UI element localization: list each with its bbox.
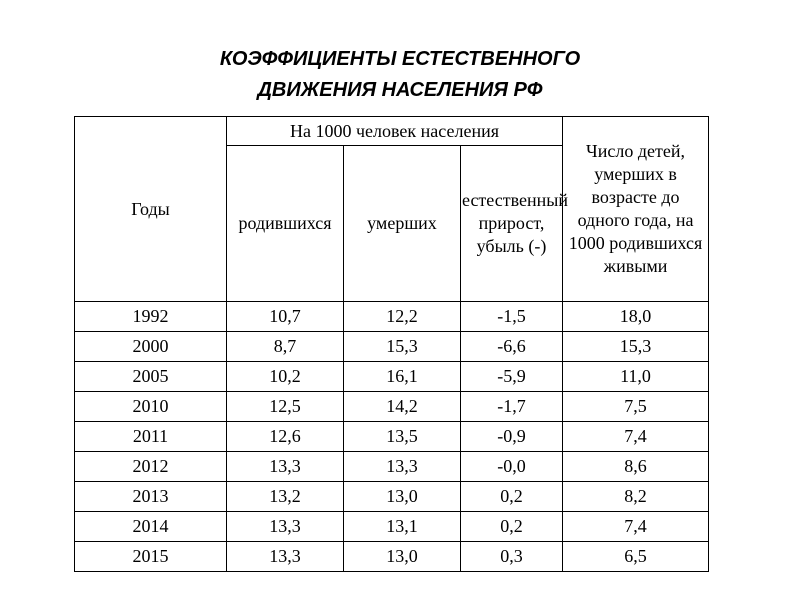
cell-natural-increase: 0,2	[461, 482, 563, 512]
cell-infant-mortality: 7,4	[563, 422, 709, 452]
table-row	[75, 422, 709, 452]
table-row	[75, 482, 709, 512]
table-row	[75, 332, 709, 362]
cell-natural-increase: -1,7	[461, 392, 563, 422]
cell-born: 8,7	[227, 332, 344, 362]
cell-born: 12,6	[227, 422, 344, 452]
table-row	[75, 392, 709, 422]
cell-died: 13,1	[344, 512, 461, 542]
cell-year: 2005	[75, 362, 227, 392]
cell-natural-increase: -0,0	[461, 452, 563, 482]
cell-born: 13,3	[227, 542, 344, 572]
cell-born: 10,2	[227, 362, 344, 392]
cell-natural-increase: 0,3	[461, 542, 563, 572]
population-table	[74, 116, 709, 572]
header-died: умерших	[344, 146, 461, 302]
cell-died: 13,0	[344, 542, 461, 572]
cell-year: 1992	[75, 302, 227, 332]
table-row	[75, 362, 709, 392]
cell-infant-mortality: 8,6	[563, 452, 709, 482]
cell-year: 2012	[75, 452, 227, 482]
cell-died: 13,0	[344, 482, 461, 512]
title-line-1: КОЭФФИЦИЕНТЫ ЕСТЕСТВЕННОГО	[219, 48, 581, 70]
cell-born: 13,3	[227, 512, 344, 542]
cell-natural-increase: 0,2	[461, 512, 563, 542]
cell-died: 16,1	[344, 362, 461, 392]
header-years: Годы	[75, 117, 227, 302]
cell-died: 13,3	[344, 452, 461, 482]
table-row	[75, 302, 709, 332]
cell-born: 10,7	[227, 302, 344, 332]
header-per-1000: На 1000 человек населения	[227, 117, 563, 146]
cell-died: 12,2	[344, 302, 461, 332]
page-title	[0, 44, 800, 106]
cell-infant-mortality: 8,2	[563, 482, 709, 512]
cell-infant-mortality: 15,3	[563, 332, 709, 362]
cell-infant-mortality: 7,5	[563, 392, 709, 422]
cell-infant-mortality: 7,4	[563, 512, 709, 542]
cell-natural-increase: -1,5	[461, 302, 563, 332]
cell-year: 2010	[75, 392, 227, 422]
cell-natural-increase: -5,9	[461, 362, 563, 392]
title-line-2: ДВИЖЕНИЯ НАСЕЛЕНИЯ РФ	[257, 79, 543, 101]
cell-year: 2013	[75, 482, 227, 512]
cell-year: 2011	[75, 422, 227, 452]
cell-natural-increase: -6,6	[461, 332, 563, 362]
cell-natural-increase: -0,9	[461, 422, 563, 452]
cell-died: 15,3	[344, 332, 461, 362]
header-born: родившихся	[227, 146, 344, 302]
cell-born: 13,3	[227, 452, 344, 482]
header-natural-increase: естественный прирост, убыль (-)	[461, 146, 563, 302]
cell-infant-mortality: 18,0	[563, 302, 709, 332]
table-row	[75, 542, 709, 572]
cell-died: 14,2	[344, 392, 461, 422]
cell-infant-mortality: 6,5	[563, 542, 709, 572]
cell-year: 2015	[75, 542, 227, 572]
header-infant-mortality: Число детей, умерших в возрасте до одного года, на 1000 родившихся живыми	[563, 117, 709, 302]
cell-born: 13,2	[227, 482, 344, 512]
cell-born: 12,5	[227, 392, 344, 422]
cell-year: 2014	[75, 512, 227, 542]
table-row	[75, 452, 709, 482]
table-row	[75, 512, 709, 542]
cell-year: 2000	[75, 332, 227, 362]
cell-infant-mortality: 11,0	[563, 362, 709, 392]
cell-died: 13,5	[344, 422, 461, 452]
